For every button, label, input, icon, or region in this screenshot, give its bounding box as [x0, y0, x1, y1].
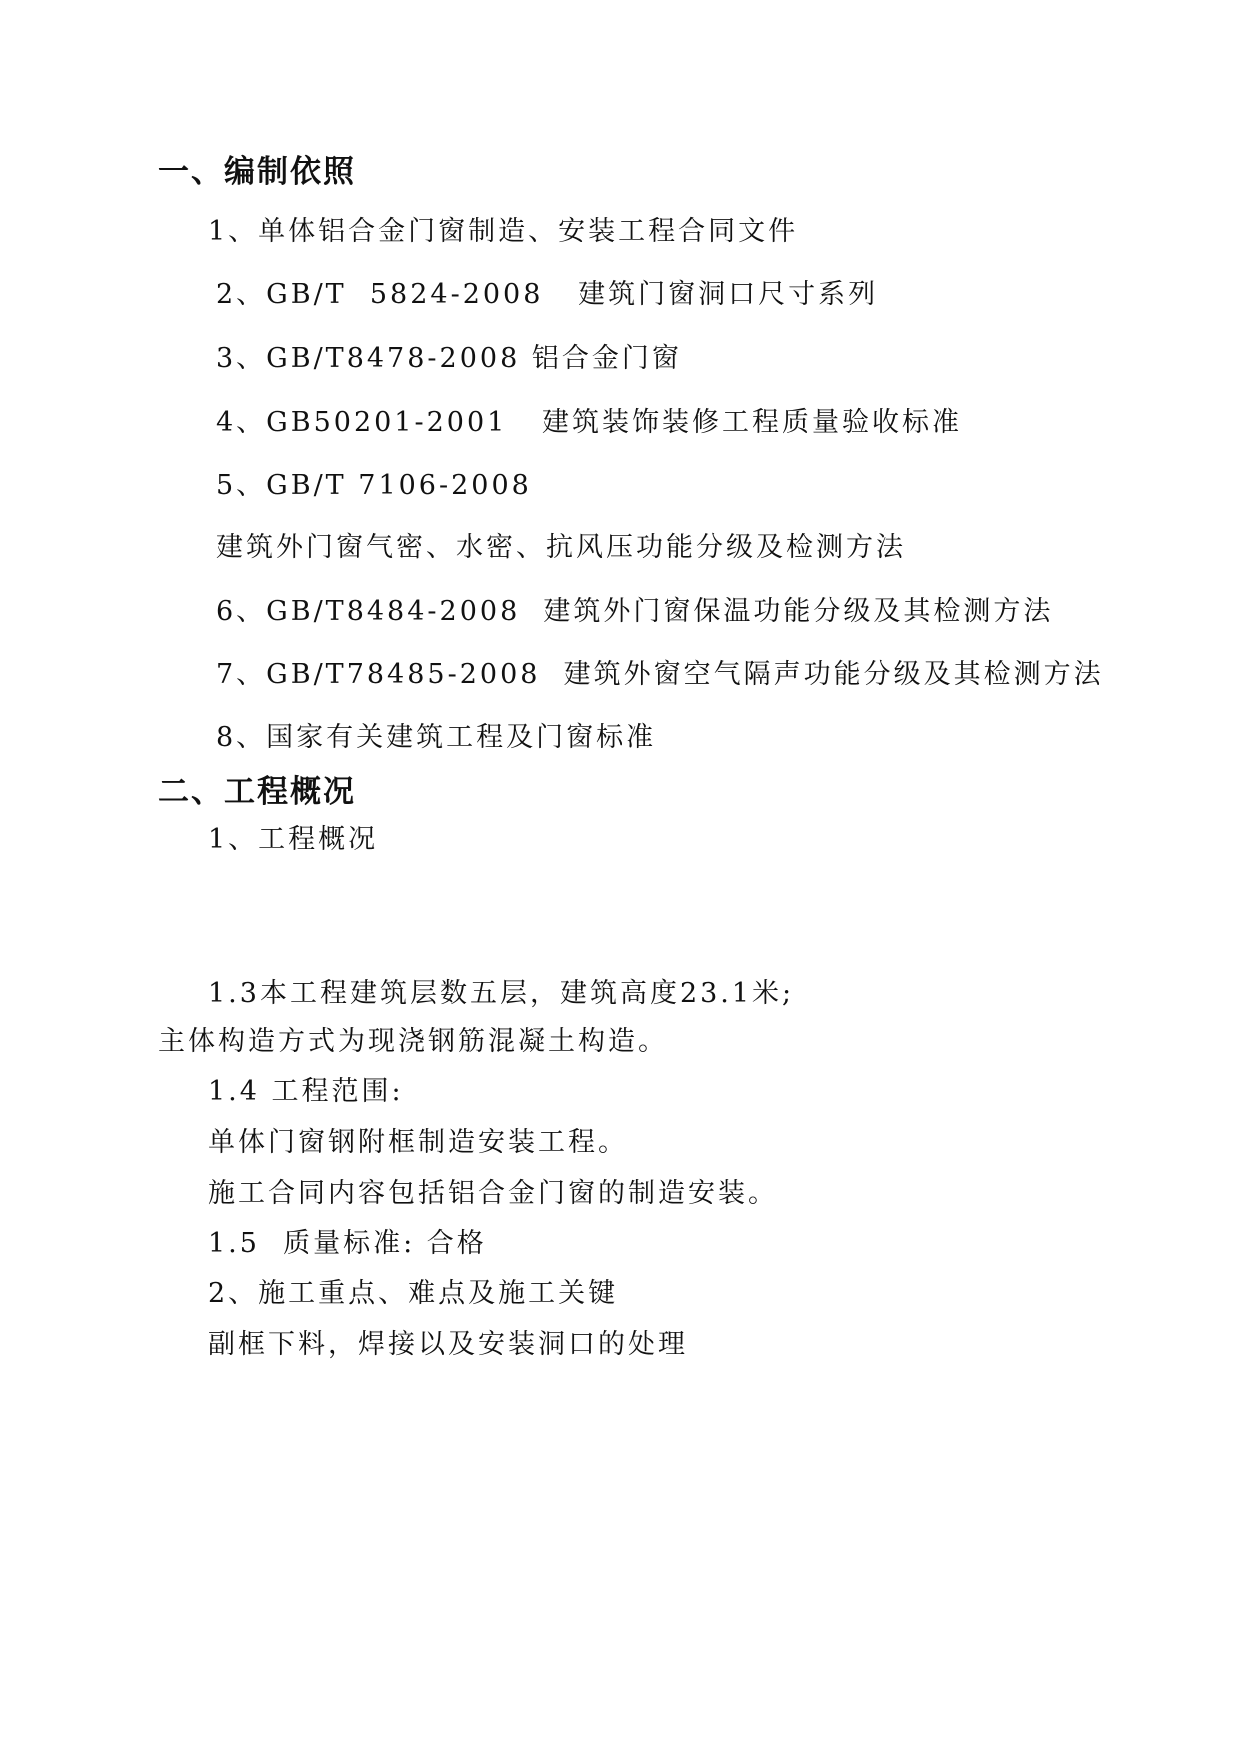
overview-quality-standard: 1.5 质量标准: 合格: [208, 1228, 487, 1259]
reference-item-1: 1、单体铝合金门窗制造、安装工程合同文件: [208, 216, 799, 247]
reference-item-8: 8、国家有关建筑工程及门窗标准: [216, 722, 657, 753]
reference-item-3: 3、GB/T8478-2008 铝合金门窗: [216, 343, 682, 374]
reference-item-6: 6、GB/T8484-2008 建筑外门窗保温功能分级及其检测方法: [216, 596, 1054, 627]
section-heading-1: 一、编制依照: [158, 154, 356, 190]
overview-scope-line-2: 施工合同内容包括铝合金门窗的制造安装。: [208, 1178, 778, 1209]
overview-structure-line: 主体构造方式为现浇钢筋混凝土构造。: [158, 1026, 668, 1057]
section-heading-2: 二、工程概况: [158, 774, 356, 810]
overview-key-points-line: 副框下料，焊接以及安装洞口的处理: [208, 1329, 688, 1360]
overview-paragraph-1-3: 1.3本工程建筑层数五层，建筑高度23.1米;: [208, 978, 795, 1009]
overview-subheading: 1、工程概况: [208, 824, 379, 855]
reference-item-5: 5、GB/T 7106-2008: [216, 470, 532, 501]
reference-item-2: 2、GB/T 5824-2008 建筑门窗洞口尺寸系列: [216, 279, 879, 310]
reference-item-4: 4、GB50201-2001 建筑装饰装修工程质量验收标准: [216, 407, 963, 438]
overview-scope-heading: 1.4 工程范围:: [208, 1076, 404, 1107]
reference-item-7: 7、GB/T78485-2008 建筑外窗空气隔声功能分级及其检测方法: [216, 659, 1104, 690]
overview-scope-line-1: 单体门窗钢附框制造安装工程。: [208, 1127, 628, 1158]
reference-item-5-title: 建筑外门窗气密、水密、抗风压功能分级及检测方法: [216, 532, 906, 563]
overview-key-points-heading: 2、施工重点、难点及施工关键: [208, 1278, 619, 1309]
